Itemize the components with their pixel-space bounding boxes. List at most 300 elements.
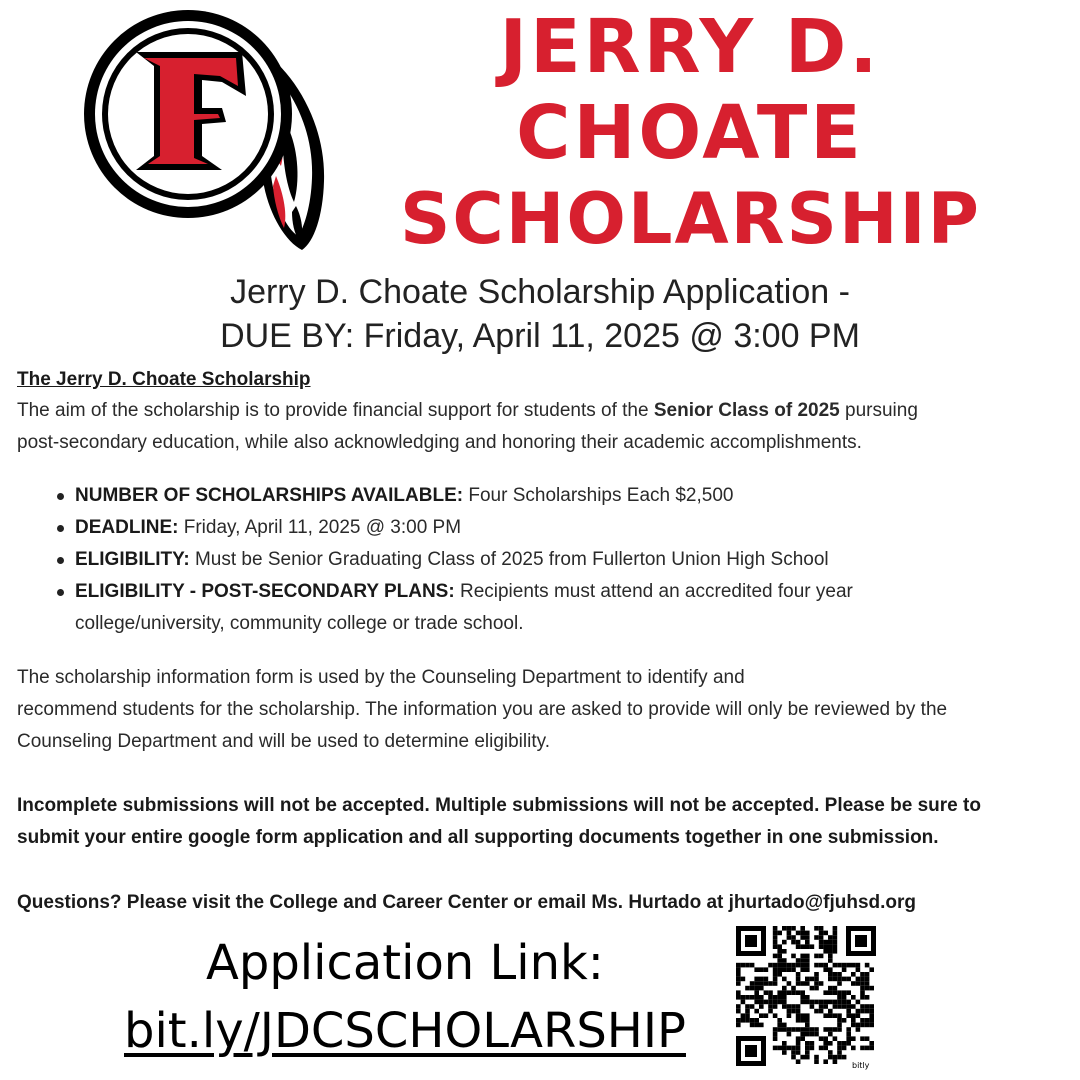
- qr-module: [759, 986, 764, 991]
- qr-module: [828, 1055, 833, 1060]
- qr-module: [745, 1013, 750, 1018]
- bullet-text: Four Scholarships Each $2,500: [463, 485, 734, 506]
- qr-module: [782, 967, 787, 972]
- qr-module: [791, 1009, 796, 1014]
- qr-module: [819, 1009, 824, 1014]
- qr-module: [796, 1059, 801, 1064]
- qr-module: [773, 995, 778, 1000]
- qr-module: [860, 1023, 865, 1028]
- qr-module: [791, 986, 796, 991]
- title-line-3: SCHOLARSHIP: [400, 178, 981, 260]
- qr-module: [828, 1009, 833, 1014]
- qr-caption: bitly: [852, 1061, 870, 1070]
- school-logo: [76, 6, 336, 252]
- bullet-text: Recipients must attend an accredited four year: [454, 581, 853, 602]
- qr-module: [800, 944, 805, 949]
- qr-module: [777, 1018, 782, 1023]
- qr-module: [869, 967, 874, 972]
- bullet-label: DEADLINE:: [75, 517, 179, 538]
- qr-module: [814, 963, 819, 968]
- qr-module: [782, 986, 787, 991]
- qr-module: [782, 949, 787, 954]
- qr-module: [773, 1032, 778, 1037]
- qr-module: [777, 967, 782, 972]
- qr-module: [768, 995, 773, 1000]
- bullet-text-continued: college/university, community college or trade school.: [75, 613, 524, 634]
- qr-module: [837, 995, 842, 1000]
- qr-module: [777, 1023, 782, 1028]
- qr-module: [865, 1023, 870, 1028]
- qr-module: [773, 1027, 778, 1032]
- qr-module: [810, 977, 815, 982]
- qr-module: [819, 963, 824, 968]
- qr-module: [791, 935, 796, 940]
- qr-module: [810, 1027, 815, 1032]
- qr-module: [736, 963, 741, 968]
- qr-module: [736, 990, 741, 995]
- qr-module: [860, 990, 865, 995]
- qr-module: [777, 963, 782, 968]
- qr-module: [773, 935, 778, 940]
- qr-module: [741, 977, 746, 982]
- qr-module: [846, 1009, 851, 1014]
- qr-module: [810, 1000, 815, 1005]
- qr-module: [777, 954, 782, 959]
- qr-module: [754, 1000, 759, 1005]
- qr-module: [837, 1004, 842, 1009]
- qr-module: [837, 1046, 842, 1051]
- qr-code[interactable]: [734, 924, 880, 1070]
- qr-module: [837, 990, 842, 995]
- qr-module: [828, 977, 833, 982]
- qr-module: [805, 1032, 810, 1037]
- details-list: [75, 480, 1065, 640]
- qr-module: [865, 1036, 870, 1041]
- qr-module: [741, 1013, 746, 1018]
- qr-module: [833, 963, 838, 968]
- qr-module: [759, 995, 764, 1000]
- qr-module: [842, 1046, 847, 1051]
- qr-module: [823, 949, 828, 954]
- qr-module: [814, 986, 819, 991]
- qr-module: [787, 981, 792, 986]
- qr-module: [787, 1032, 792, 1037]
- qr-module: [869, 1004, 874, 1009]
- qr-module: [823, 1000, 828, 1005]
- qr-module: [777, 1046, 782, 1051]
- qr-module: [745, 1009, 750, 1014]
- qr-module: [851, 972, 856, 977]
- qr-module: [805, 995, 810, 1000]
- qr-module: [805, 1041, 810, 1046]
- qr-module: [814, 981, 819, 986]
- qr-module: [800, 1018, 805, 1023]
- qr-module: [787, 926, 792, 931]
- qr-module: [768, 1004, 773, 1009]
- qr-module: [750, 963, 755, 968]
- qr-module: [837, 981, 842, 986]
- qr-module: [805, 931, 810, 936]
- qr-module: [819, 1000, 824, 1005]
- qr-module: [736, 972, 741, 977]
- qr-module: [814, 954, 819, 959]
- qr-module: [805, 1055, 810, 1060]
- qr-module: [823, 931, 828, 936]
- qr-module: [851, 1046, 856, 1051]
- qr-module: [823, 990, 828, 995]
- qr-module: [869, 1013, 874, 1018]
- qr-module: [773, 977, 778, 982]
- qr-module: [754, 995, 759, 1000]
- qr-module: [860, 1036, 865, 1041]
- qr-module: [833, 1000, 838, 1005]
- qr-module: [828, 1032, 833, 1037]
- qr-module: [759, 1013, 764, 1018]
- qr-module: [750, 1018, 755, 1023]
- bullet-label: NUMBER OF SCHOLARSHIPS AVAILABLE:: [75, 485, 464, 506]
- qr-module: [833, 1013, 838, 1018]
- qr-module: [796, 1036, 801, 1041]
- qr-module: [819, 935, 824, 940]
- qr-module: [846, 1036, 851, 1041]
- qr-module: [814, 972, 819, 977]
- qr-module: [782, 990, 787, 995]
- qr-module: [851, 1004, 856, 1009]
- qr-module: [800, 935, 805, 940]
- qr-module: [833, 940, 838, 945]
- qr-module: [796, 1050, 801, 1055]
- qr-module: [805, 1013, 810, 1018]
- qr-module: [865, 1018, 870, 1023]
- qr-module: [837, 1027, 842, 1032]
- qr-module: [759, 967, 764, 972]
- qr-module: [837, 1018, 842, 1023]
- qr-module: [837, 963, 842, 968]
- qr-module: [745, 1018, 750, 1023]
- qr-module: [869, 986, 874, 991]
- qr-module: [814, 1055, 819, 1060]
- qr-module: [745, 1004, 750, 1009]
- qr-module: [837, 977, 842, 982]
- qr-module: [869, 1023, 874, 1028]
- info-line-3: Counseling Department and will be used to determine eligibility.: [17, 731, 550, 752]
- qr-module: [782, 977, 787, 982]
- qr-module: [796, 1004, 801, 1009]
- qr-module: [805, 963, 810, 968]
- qr-module: [814, 926, 819, 931]
- qr-module: [846, 1041, 851, 1046]
- title-line-1: JERRY D.: [499, 4, 881, 90]
- qr-module: [782, 926, 787, 931]
- qr-module: [791, 954, 796, 959]
- intro-bold-class: Senior Class of 2025: [653, 400, 840, 421]
- qr-module: [856, 977, 861, 982]
- bullet-label: ELIGIBILITY - POST-SECONDARY PLANS:: [75, 581, 455, 602]
- qr-module: [823, 967, 828, 972]
- qr-module: [782, 1027, 787, 1032]
- warning-line-1: Incomplete submissions will not be accepted. Multiple submissions will not be accepted. Please be sure to: [17, 795, 981, 816]
- qr-module: [851, 1013, 856, 1018]
- qr-module: [764, 990, 769, 995]
- qr-module: [759, 1000, 764, 1005]
- qr-module: [828, 1000, 833, 1005]
- qr-module: [796, 944, 801, 949]
- qr-module: [819, 1036, 824, 1041]
- qr-module: [833, 990, 838, 995]
- qr-module: [791, 1055, 796, 1060]
- qr-module: [860, 1004, 865, 1009]
- qr-module: [869, 1009, 874, 1014]
- qr-module: [819, 931, 824, 936]
- qr-module: [791, 963, 796, 968]
- qr-module: [764, 981, 769, 986]
- qr-module: [805, 1027, 810, 1032]
- qr-module: [773, 972, 778, 977]
- qr-module: [856, 1013, 861, 1018]
- qr-module: [736, 981, 741, 986]
- qr-module: [750, 1004, 755, 1009]
- qr-module: [851, 963, 856, 968]
- qr-module: [754, 986, 759, 991]
- qr-module: [865, 972, 870, 977]
- qr-module: [741, 1000, 746, 1005]
- qr-module: [754, 981, 759, 986]
- qr-module: [860, 1046, 865, 1051]
- qr-module: [851, 981, 856, 986]
- qr-module: [856, 1009, 861, 1014]
- qr-module: [833, 935, 838, 940]
- list-item: [75, 512, 1065, 544]
- qr-module: [777, 990, 782, 995]
- qr-module: [860, 986, 865, 991]
- qr-module: [869, 1041, 874, 1046]
- qr-module: [777, 1000, 782, 1005]
- qr-module: [777, 972, 782, 977]
- qr-module: [796, 977, 801, 982]
- qr-module: [787, 1027, 792, 1032]
- qr-module: [810, 986, 815, 991]
- info-paragraph: [17, 662, 1072, 758]
- qr-module: [810, 1041, 815, 1046]
- qr-module: [856, 1023, 861, 1028]
- qr-module: [736, 1018, 741, 1023]
- qr-module: [819, 926, 824, 931]
- qr-module: [777, 1027, 782, 1032]
- qr-module: [860, 1018, 865, 1023]
- qr-module: [759, 1023, 764, 1028]
- intro-line-2: post-secondary education, while also acknowledging and honoring their academic accomplishments.: [17, 432, 862, 453]
- qr-module: [764, 977, 769, 982]
- qr-module: [736, 1004, 741, 1009]
- qr-module: [759, 977, 764, 982]
- qr-module: [800, 1032, 805, 1037]
- qr-module: [865, 1004, 870, 1009]
- qr-module: [819, 1046, 824, 1051]
- qr-module: [842, 1004, 847, 1009]
- qr-module: [791, 967, 796, 972]
- qr-module: [833, 931, 838, 936]
- qr-module: [837, 1041, 842, 1046]
- qr-module: [851, 1023, 856, 1028]
- intro-text-start: The aim of the scholarship is to provide financial support for students of the: [17, 400, 654, 421]
- qr-module: [800, 954, 805, 959]
- qr-module: [805, 967, 810, 972]
- qr-module: [736, 977, 741, 982]
- qr-module: [837, 1050, 842, 1055]
- qr-module: [846, 990, 851, 995]
- qr-module: [814, 1000, 819, 1005]
- qr-module: [800, 963, 805, 968]
- qr-module: [773, 1013, 778, 1018]
- qr-module: [805, 935, 810, 940]
- qr-module: [796, 972, 801, 977]
- qr-module: [754, 1018, 759, 1023]
- qr-module: [796, 1009, 801, 1014]
- qr-module: [823, 944, 828, 949]
- qr-module: [833, 949, 838, 954]
- bullet-text: Must be Senior Graduating Class of 2025 from Fullerton Union High School: [189, 549, 829, 570]
- list-item: [75, 544, 1065, 576]
- qr-module: [759, 981, 764, 986]
- qr-module: [736, 967, 741, 972]
- qr-module: [865, 1009, 870, 1014]
- qr-module: [782, 1023, 787, 1028]
- qr-module: [745, 963, 750, 968]
- qr-module: [842, 963, 847, 968]
- qr-module: [800, 967, 805, 972]
- qr-module: [869, 1046, 874, 1051]
- qr-module: [782, 1050, 787, 1055]
- qr-module: [846, 1013, 851, 1018]
- qr-module: [846, 1032, 851, 1037]
- qr-module: [814, 1009, 819, 1014]
- qr-module: [750, 995, 755, 1000]
- qr-module: [837, 1013, 842, 1018]
- qr-module: [810, 1004, 815, 1009]
- qr-module: [810, 944, 815, 949]
- application-link-url[interactable]: bit.ly/JDCSCHOLARSHIP: [124, 1003, 686, 1059]
- qr-module: [823, 1059, 828, 1064]
- qr-module: [833, 926, 838, 931]
- qr-module: [856, 1000, 861, 1005]
- qr-module: [837, 1055, 842, 1060]
- qr-module: [851, 1018, 856, 1023]
- qr-module: [768, 963, 773, 968]
- qr-module: [800, 926, 805, 931]
- intro-line1-end: pursuing: [839, 400, 918, 421]
- qr-module: [796, 1046, 801, 1051]
- qr-module: [851, 1036, 856, 1041]
- qr-module: [764, 1013, 769, 1018]
- qr-module: [837, 972, 842, 977]
- application-link-label: Application Link:: [206, 935, 604, 991]
- qr-module: [814, 1032, 819, 1037]
- qr-module: [823, 1004, 828, 1009]
- qr-module: [768, 1000, 773, 1005]
- qr-module: [846, 977, 851, 982]
- qr-module: [828, 1013, 833, 1018]
- qr-module: [828, 1050, 833, 1055]
- qr-module: [865, 986, 870, 991]
- qr-module: [782, 1000, 787, 1005]
- qr-module: [750, 986, 755, 991]
- application-subtitle: Jerry D. Choate Scholarship Application -: [230, 273, 850, 311]
- qr-module: [828, 949, 833, 954]
- qr-module: [828, 1027, 833, 1032]
- qr-module: [782, 1046, 787, 1051]
- qr-module: [773, 944, 778, 949]
- qr-module: [759, 1004, 764, 1009]
- due-date-subtitle: DUE BY: Friday, April 11, 2025 @ 3:00 PM: [220, 317, 860, 355]
- qr-module: [814, 1059, 819, 1064]
- qr-module: [805, 1050, 810, 1055]
- qr-module: [787, 1013, 792, 1018]
- qr-module: [773, 931, 778, 936]
- qr-module: [842, 995, 847, 1000]
- qr-module: [782, 963, 787, 968]
- qr-module: [846, 1000, 851, 1005]
- qr-module: [842, 977, 847, 982]
- qr-module: [833, 1027, 838, 1032]
- qr-module: [805, 1018, 810, 1023]
- qr-module: [823, 940, 828, 945]
- qr-module: [823, 1027, 828, 1032]
- submission-warning: [17, 790, 1072, 854]
- qr-module: [800, 1027, 805, 1032]
- qr-module: [800, 990, 805, 995]
- qr-module: [796, 931, 801, 936]
- qr-module: [805, 977, 810, 982]
- qr-module: [736, 995, 741, 1000]
- qr-module: [828, 958, 833, 963]
- qr-module: [782, 1041, 787, 1046]
- qr-module: [856, 967, 861, 972]
- qr-module: [856, 963, 861, 968]
- qr-module: [796, 981, 801, 986]
- qr-module: [842, 1018, 847, 1023]
- qr-module: [787, 967, 792, 972]
- qr-module: [736, 1009, 741, 1014]
- qr-module: [787, 963, 792, 968]
- qr-module: [745, 995, 750, 1000]
- qr-module: [828, 954, 833, 959]
- qr-module: [754, 990, 759, 995]
- qr-module: [814, 977, 819, 982]
- info-line-1: The scholarship information form is used by the Counseling Department to identify and: [17, 667, 745, 688]
- qr-module: [828, 990, 833, 995]
- qr-module: [856, 981, 861, 986]
- qr-module: [823, 1013, 828, 1018]
- qr-module: [773, 1046, 778, 1051]
- qr-module: [842, 967, 847, 972]
- qr-module: [846, 1027, 851, 1032]
- intro-paragraph: [17, 395, 1072, 459]
- qr-module: [777, 931, 782, 936]
- qr-module: [773, 926, 778, 931]
- qr-module: [833, 977, 838, 982]
- qr-module: [750, 981, 755, 986]
- warning-line-2: submit your entire google form application and all supporting documents together in one submission.: [17, 827, 939, 848]
- qr-module: [842, 1000, 847, 1005]
- qr-module: [856, 1027, 861, 1032]
- qr-module: [796, 963, 801, 968]
- qr-module: [787, 990, 792, 995]
- qr-module: [828, 967, 833, 972]
- qr-module: [805, 1000, 810, 1005]
- qr-module: [741, 1018, 746, 1023]
- qr-module: [773, 940, 778, 945]
- qr-module: [773, 954, 778, 959]
